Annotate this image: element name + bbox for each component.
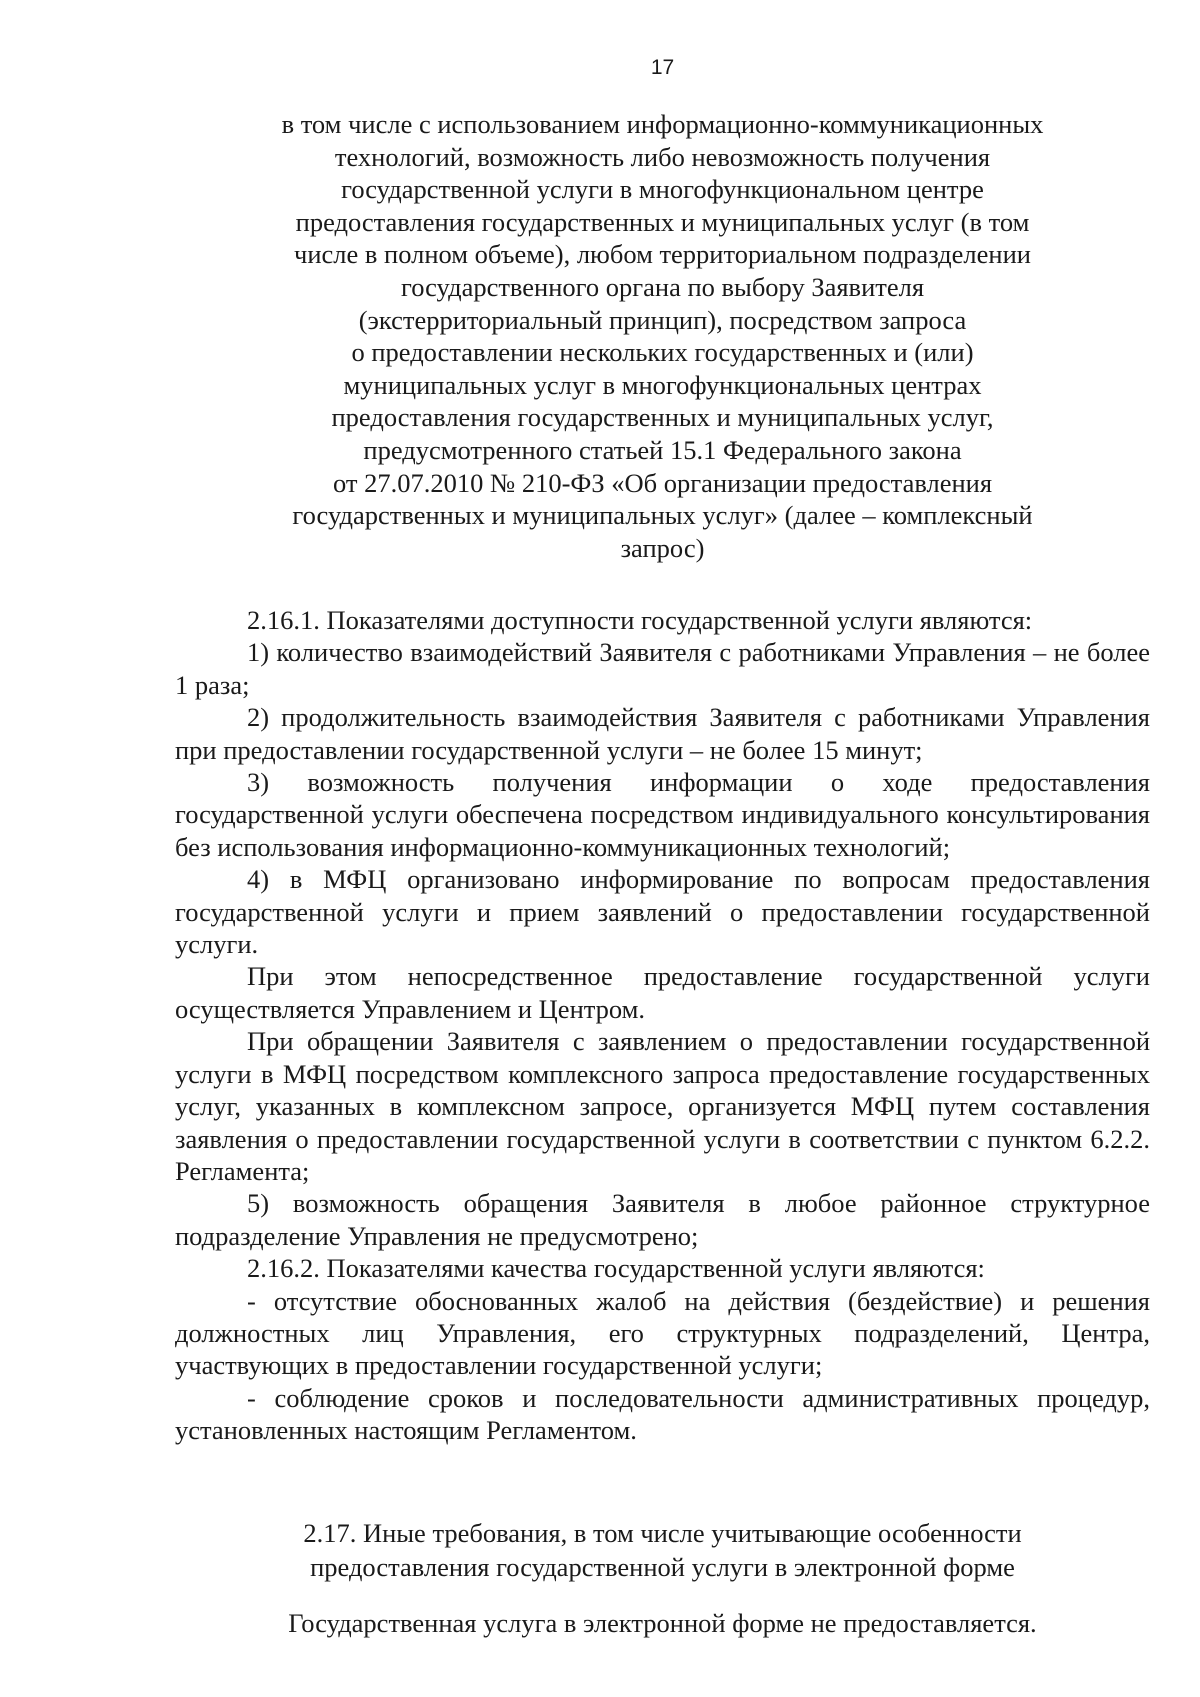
paragraph-item-2: 2) продолжительность взаимодействия Заявителя с работниками Управления при предоставлении государственной услуги – не более 15 минут; <box>175 702 1150 765</box>
document-page <box>175 0 1150 1697</box>
heading-line: запрос) <box>620 532 705 563</box>
paragraph-item-5: 5) возможность обращения Заявителя в любое районное структурное подразделение Управления не предусмотрено; <box>175 1188 1150 1251</box>
heading-line: муниципальных услуг в многофункциональных центрах <box>343 369 982 400</box>
paragraph-direct-provision: При этом непосредственное предоставление государственной услуги осуществляется Управлением и Центром. <box>175 961 1150 1024</box>
paragraph-item-3: 3) возможность получения информации о ходе предоставления государственной услуги обеспечена посредством индивидуального консультирования без использования информационно-коммуникационных технологий; <box>175 767 1150 862</box>
heading-line: государственных и муниципальных услуг» (далее – комплексный <box>292 500 1033 531</box>
heading-line: числе в полном объеме), любом территориальном подразделении <box>294 239 1031 270</box>
heading-line: о предоставлении нескольких государственных и (или) <box>351 337 974 368</box>
heading-line: в том числе с использованием информационно-коммуникационных <box>281 109 1044 139</box>
body-text <box>175 604 1150 1447</box>
heading-line: предоставления государственных и муниципальных услуг (в том <box>295 206 1030 237</box>
subheading-line: предоставления государственной услуги в электронной форме <box>310 1552 1015 1582</box>
heading-line: (экстерриториальный принцип), посредством запроса <box>358 304 967 335</box>
paragraph-item-4: 4) в МФЦ организовано информирование по вопросам предоставления государственной услуги и прием заявлений о предоставлении государственной услуги. <box>175 864 1150 960</box>
paragraph-complex-request: При обращении Заявителя с заявлением о предоставлении государственной услуги в МФЦ посредством комплексного запроса предоставление государственных услуг, указанных в комплексном запросе, организуется МФЦ путем составления заявления о предоставлении государственной услуги в соответствии с пунктом 6.2.2. Регламента; <box>175 1026 1150 1186</box>
section-2-17-heading <box>175 1516 1150 1584</box>
heading-line: государственного органа по выбору Заявителя <box>400 271 925 302</box>
paragraph-quality-2: - соблюдение сроков и последовательности административных процедур, установленных настоящим Регламентом. <box>175 1382 1150 1446</box>
paragraph-quality-1: - отсутствие обоснованных жалоб на действия (бездействие) и решения должностных лиц Управления, его структурных подразделений, Центра, участвующих в предоставлении государственной услуги; <box>175 1285 1150 1381</box>
paragraph-item-1: 1) количество взаимодействий Заявителя с работниками Управления – не более 1 раза; <box>175 637 1150 700</box>
subheading-line: 2.17. Иные требования, в том числе учитывающие особенности <box>303 1518 1022 1548</box>
heading-line: от 27.07.2010 № 210-ФЗ «Об организации предоставления <box>332 467 993 498</box>
paragraph-2-16-2: 2.16.2. Показателями качества государственной услуги являются: <box>247 1253 985 1284</box>
paragraph-2-16-1: 2.16.1. Показателями доступности государственной услуги являются: <box>247 605 1033 635</box>
page-number: 17 <box>650 56 675 79</box>
heading-line: технологий, возможность либо невозможность получения <box>334 141 991 172</box>
heading-line: предусмотренного статьей 15.1 Федерального закона <box>363 434 962 465</box>
heading-line: государственной услуги в многофункциональном центре <box>341 174 984 205</box>
final-statement: Государственная услуга в электронной форме не предоставляется. <box>288 1608 1037 1638</box>
heading-line: предоставления государственных и муниципальных услуг, <box>331 402 994 433</box>
section-heading <box>175 108 1150 564</box>
